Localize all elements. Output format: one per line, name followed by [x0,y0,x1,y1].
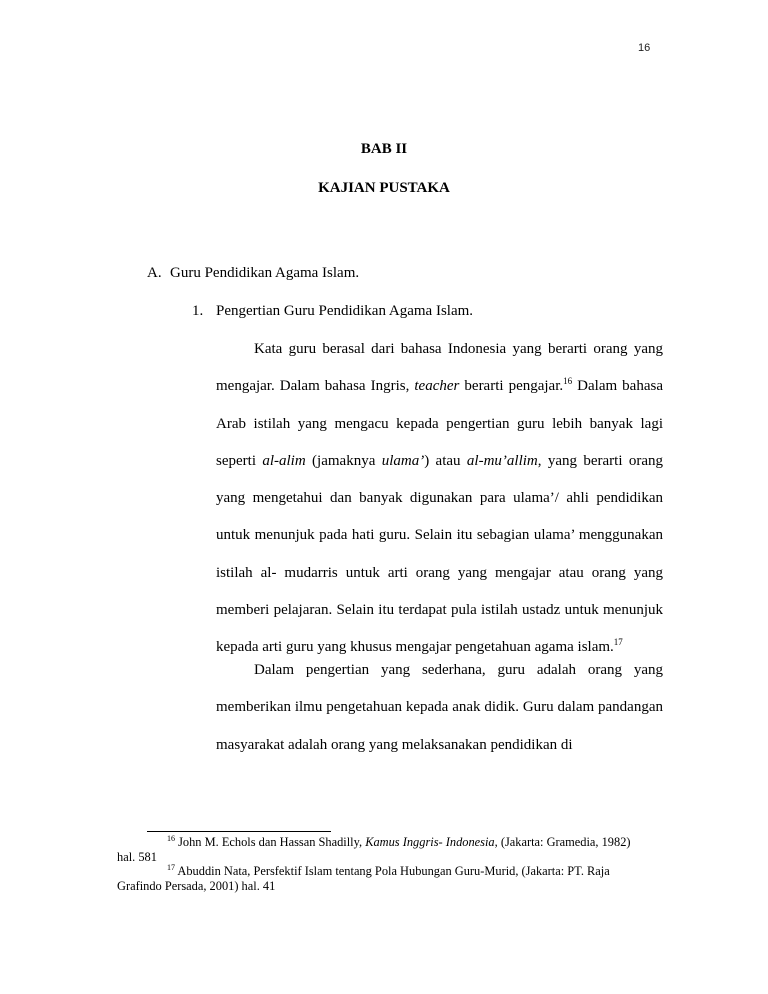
footnote-title: Kamus Inggris- Indonesia [365,835,495,849]
subsection-1-heading [192,303,473,320]
footnote-ref-17[interactable]: 17 [613,637,623,648]
section-a-title: Guru Pendidikan Agama Islam. [170,265,360,281]
paragraph-text: Dalam bahasa Arab istilah yang mengacu kepada pengertian guru lebih banyak lagi seperti [216,378,663,469]
footnotes [117,835,649,893]
footnote-ref-16[interactable]: 16 [563,376,573,387]
paragraph-text: (jamaknya [305,452,382,469]
section-a-label: A. [147,265,162,281]
paragraph-2 [216,652,663,764]
subsection-1-title: Pengertian Guru Pendidikan Agama Islam. [216,303,474,319]
paragraph-text: Kata guru berasal dari bahasa Indonesia yang berarti orang yang mengajar. Dalam bahasa Ingris, [216,341,663,395]
footnote-number: 17 [167,863,175,873]
paragraph-text: berarti pengajar. [459,378,564,395]
chapter-title: KAJIAN PUSTAKA [318,180,450,196]
footnote-text: John M. Echols dan Hassan Shadilly, [175,835,366,849]
paragraph-text: , yang berarti orang yang mengetahui dan banyak digunakan para ulama’/ ahli pendidikan untuk menunjuk pada hati guru. Selain itu sebagian ulama’ menggunakan istilah al- mudarris untuk arti orang yang mengajar atau orang yang memberi pelajaran. Selain itu terdapat pula istilah ustadz untuk menunjuk kepada arti guru yang khusus mengajar pengetahuan agama islam. [216,452,664,656]
italic-term: al-mu’allim [466,452,538,469]
paragraph-text: Dalam pengertian yang sederhana, guru adalah orang yang memberikan ilmu pengetahuan kepada anak didik. Guru dalam pandangan masyarakat adalah orang yang melaksanakan pendidikan di [216,662,663,753]
footnote-16 [117,835,649,864]
footnote-text: , (Jakarta: Gramedia, 1982) hal. 581 [117,835,631,864]
italic-term: ulama’ [381,452,425,469]
footnote-separator [147,831,331,832]
page-number: 16 [638,42,651,54]
footnote-text: Abuddin Nata, Persfektif Islam tentang Pola Hubungan Guru-Murid, (Jakarta: PT. Raja Grafindo Persada, 2001) hal. 41 [117,864,610,893]
section-a-heading [147,265,359,282]
paragraph-1 [216,331,663,667]
italic-term: al-alim [262,452,306,469]
italic-term: teacher [414,378,460,395]
footnote-number: 16 [167,833,175,843]
chapter-heading: BAB II [360,141,408,157]
footnote-17 [117,864,649,893]
paragraph-text: ) atau [424,452,467,469]
subsection-1-label: 1. [192,303,204,319]
